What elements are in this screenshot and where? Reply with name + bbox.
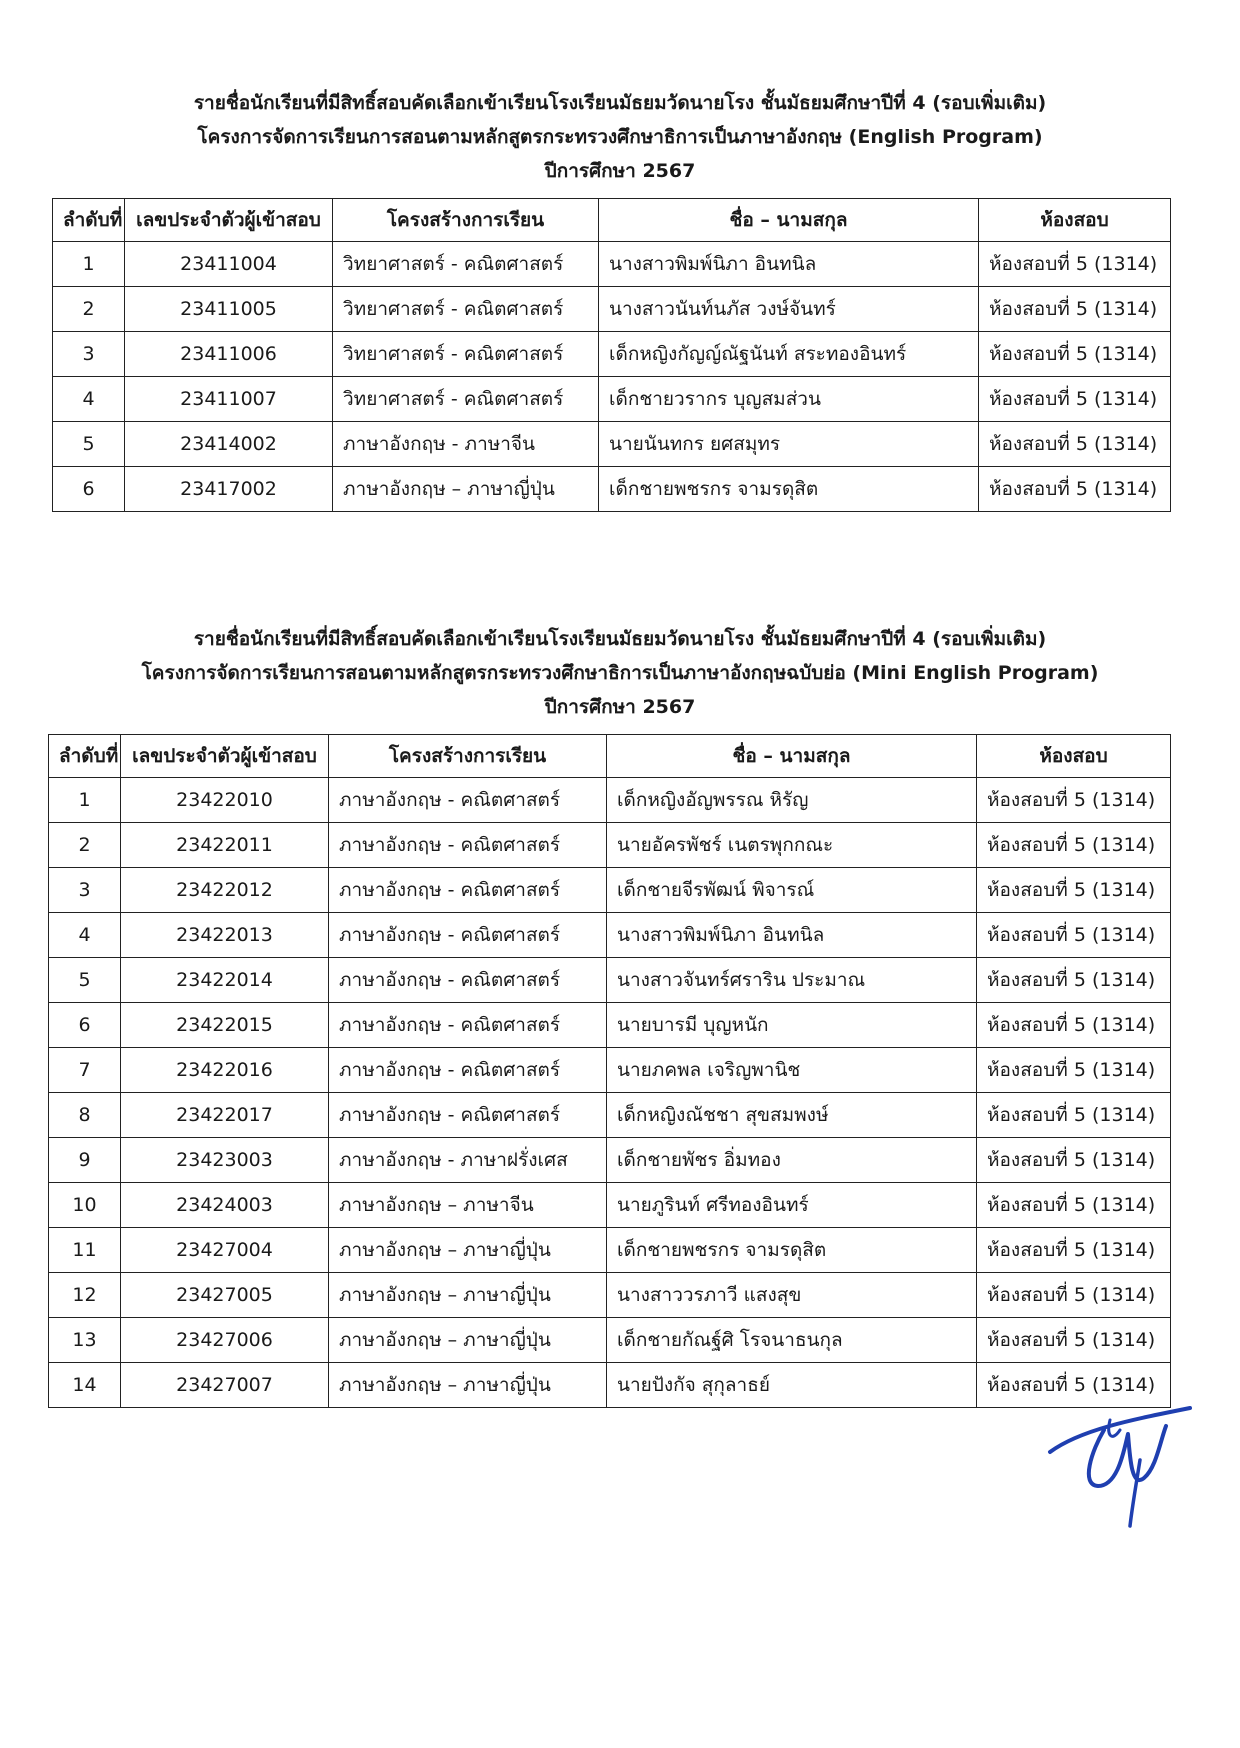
cell-full-name: นายนันทกร ยศสมุทร bbox=[599, 422, 979, 467]
cell-order: 10 bbox=[49, 1183, 121, 1228]
cell-order: 5 bbox=[49, 958, 121, 1003]
cell-exam-room: ห้องสอบที่ 5 (1314) bbox=[977, 913, 1171, 958]
heading-line-3: ปีการศึกษา 2567 bbox=[544, 696, 696, 718]
cell-order: 5 bbox=[53, 422, 125, 467]
cell-order: 8 bbox=[49, 1093, 121, 1138]
table-header-row bbox=[49, 735, 1171, 778]
cell-full-name: เด็กชายพัชร อิ่มทอง bbox=[607, 1138, 977, 1183]
cell-order: 14 bbox=[49, 1363, 121, 1408]
cell-exam-id: 23422016 bbox=[121, 1048, 329, 1093]
cell-exam-id: 23411005 bbox=[125, 287, 333, 332]
cell-full-name: เด็กชายพชรกร จามรดุสิต bbox=[599, 467, 979, 512]
column-header-exam-room: ห้องสอบ bbox=[979, 199, 1171, 242]
cell-full-name: นางสาววรภาวี แสงสุข bbox=[607, 1273, 977, 1318]
cell-exam-id: 23422012 bbox=[121, 868, 329, 913]
handwritten-signature bbox=[1040, 1390, 1200, 1530]
cell-study-track: วิทยาศาสตร์ - คณิตศาสตร์ bbox=[333, 332, 599, 377]
cell-exam-id: 23424003 bbox=[121, 1183, 329, 1228]
cell-exam-id: 23411007 bbox=[125, 377, 333, 422]
cell-full-name: เด็กหญิงกัญญ์ณัฐนันท์ สระทองอินทร์ bbox=[599, 332, 979, 377]
cell-study-track: ภาษาอังกฤษ - คณิตศาสตร์ bbox=[329, 913, 607, 958]
cell-exam-id: 23411004 bbox=[125, 242, 333, 287]
cell-exam-id: 23422010 bbox=[121, 778, 329, 823]
cell-order: 2 bbox=[53, 287, 125, 332]
column-header-full-name: ชื่อ – นามสกุล bbox=[599, 199, 979, 242]
column-header-study-track: โครงสร้างการเรียน bbox=[333, 199, 599, 242]
heading-line-1: รายชื่อนักเรียนที่มีสิทธิ์สอบคัดเลือกเข้าเรียนโรงเรียนมัธยมวัดนายโรง ชั้นมัธยมศึกษาปีที่ 4 (รอบเพิ่มเติม) bbox=[193, 92, 1047, 114]
cell-exam-id: 23422011 bbox=[121, 823, 329, 868]
cell-exam-id: 23411006 bbox=[125, 332, 333, 377]
table-row bbox=[49, 1363, 1171, 1408]
roster-section-english-program bbox=[0, 86, 1240, 188]
table-row bbox=[49, 778, 1171, 823]
cell-order: 6 bbox=[53, 467, 125, 512]
cell-order: 3 bbox=[49, 868, 121, 913]
cell-exam-room: ห้องสอบที่ 5 (1314) bbox=[977, 1228, 1171, 1273]
table-row bbox=[53, 287, 1171, 332]
table-row bbox=[53, 332, 1171, 377]
cell-study-track: ภาษาอังกฤษ – ภาษาจีน bbox=[329, 1183, 607, 1228]
heading-line-3: ปีการศึกษา 2567 bbox=[544, 160, 696, 182]
cell-full-name: นางสาวพิมพ์นิภา อินทนิล bbox=[599, 242, 979, 287]
cell-full-name: เด็กหญิงอัญพรรณ หิรัญ bbox=[607, 778, 977, 823]
cell-exam-room: ห้องสอบที่ 5 (1314) bbox=[977, 1273, 1171, 1318]
cell-full-name: นางสาวนันท์นภัส วงษ์จันทร์ bbox=[599, 287, 979, 332]
cell-full-name: เด็กชายกัณฐ์ศิ โรจนาธนกุล bbox=[607, 1318, 977, 1363]
column-header-full-name: ชื่อ – นามสกุล bbox=[607, 735, 977, 778]
cell-exam-room: ห้องสอบที่ 5 (1314) bbox=[977, 958, 1171, 1003]
cell-study-track: ภาษาอังกฤษ - คณิตศาสตร์ bbox=[329, 868, 607, 913]
cell-full-name: นายภคพล เจริญพานิช bbox=[607, 1048, 977, 1093]
cell-full-name: เด็กชายพชรกร จามรดุสิต bbox=[607, 1228, 977, 1273]
heading-line-2: โครงการจัดการเรียนการสอนตามหลักสูตรกระทรวงศึกษาธิการเป็นภาษาอังกฤษฉบับย่อ (Mini English Program) bbox=[141, 662, 1099, 684]
cell-order: 4 bbox=[49, 913, 121, 958]
table-row bbox=[49, 1228, 1171, 1273]
table-row bbox=[49, 1003, 1171, 1048]
cell-full-name: นายปังกัจ สุกุลาธย์ bbox=[607, 1363, 977, 1408]
column-header-order: ลำดับที่ bbox=[49, 735, 121, 778]
cell-order: 3 bbox=[53, 332, 125, 377]
cell-full-name: นายภูรินท์ ศรีทองอินทร์ bbox=[607, 1183, 977, 1228]
cell-study-track: ภาษาอังกฤษ - คณิตศาสตร์ bbox=[329, 823, 607, 868]
cell-study-track: ภาษาอังกฤษ - คณิตศาสตร์ bbox=[329, 958, 607, 1003]
cell-exam-id: 23414002 bbox=[125, 422, 333, 467]
cell-order: 2 bbox=[49, 823, 121, 868]
cell-study-track: ภาษาอังกฤษ - ภาษาจีน bbox=[333, 422, 599, 467]
heading-line-2: โครงการจัดการเรียนการสอนตามหลักสูตรกระทรวงศึกษาธิการเป็นภาษาอังกฤษ (English Program) bbox=[197, 126, 1043, 148]
cell-exam-room: ห้องสอบที่ 5 (1314) bbox=[977, 823, 1171, 868]
table-row bbox=[49, 868, 1171, 913]
cell-study-track: ภาษาอังกฤษ – ภาษาญี่ปุ่น bbox=[329, 1318, 607, 1363]
cell-exam-room: ห้องสอบที่ 5 (1314) bbox=[979, 422, 1171, 467]
table-row bbox=[53, 242, 1171, 287]
cell-exam-room: ห้องสอบที่ 5 (1314) bbox=[979, 332, 1171, 377]
table-header-row bbox=[53, 199, 1171, 242]
cell-study-track: ภาษาอังกฤษ – ภาษาญี่ปุ่น bbox=[329, 1228, 607, 1273]
cell-order: 4 bbox=[53, 377, 125, 422]
cell-order: 13 bbox=[49, 1318, 121, 1363]
cell-exam-room: ห้องสอบที่ 5 (1314) bbox=[979, 287, 1171, 332]
cell-exam-id: 23422014 bbox=[121, 958, 329, 1003]
cell-study-track: ภาษาอังกฤษ - ภาษาฝรั่งเศส bbox=[329, 1138, 607, 1183]
table-row bbox=[49, 1048, 1171, 1093]
cell-full-name: นางสาวจันทร์ศราริน ประมาณ bbox=[607, 958, 977, 1003]
cell-exam-room: ห้องสอบที่ 5 (1314) bbox=[977, 1093, 1171, 1138]
table-row bbox=[53, 377, 1171, 422]
cell-exam-room: ห้องสอบที่ 5 (1314) bbox=[979, 377, 1171, 422]
cell-exam-room: ห้องสอบที่ 5 (1314) bbox=[977, 1138, 1171, 1183]
cell-exam-id: 23417002 bbox=[125, 467, 333, 512]
cell-exam-id: 23427007 bbox=[121, 1363, 329, 1408]
cell-exam-id: 23427004 bbox=[121, 1228, 329, 1273]
cell-order: 1 bbox=[49, 778, 121, 823]
column-header-exam-id: เลขประจำตัวผู้เข้าสอบ bbox=[125, 199, 333, 242]
column-header-study-track: โครงสร้างการเรียน bbox=[329, 735, 607, 778]
section-heading bbox=[0, 622, 1240, 724]
cell-exam-room: ห้องสอบที่ 5 (1314) bbox=[977, 778, 1171, 823]
cell-order: 11 bbox=[49, 1228, 121, 1273]
table-row bbox=[49, 1273, 1171, 1318]
cell-full-name: นายบารมี บุญหนัก bbox=[607, 1003, 977, 1048]
section-heading bbox=[0, 86, 1240, 188]
cell-exam-room: ห้องสอบที่ 5 (1314) bbox=[977, 868, 1171, 913]
cell-order: 12 bbox=[49, 1273, 121, 1318]
cell-study-track: ภาษาอังกฤษ – ภาษาญี่ปุ่น bbox=[329, 1273, 607, 1318]
column-header-exam-room: ห้องสอบ bbox=[977, 735, 1171, 778]
table-row bbox=[49, 1093, 1171, 1138]
cell-full-name: นายอัครพัชร์ เนตรพุกกณะ bbox=[607, 823, 977, 868]
table-row bbox=[53, 422, 1171, 467]
cell-study-track: วิทยาศาสตร์ - คณิตศาสตร์ bbox=[333, 377, 599, 422]
cell-exam-id: 23423003 bbox=[121, 1138, 329, 1183]
cell-exam-id: 23422015 bbox=[121, 1003, 329, 1048]
cell-study-track: วิทยาศาสตร์ - คณิตศาสตร์ bbox=[333, 242, 599, 287]
roster-table-english-program bbox=[52, 198, 1171, 512]
roster-section-mini-english-program bbox=[0, 622, 1240, 724]
cell-full-name: เด็กชายวรากร บุญสมส่วน bbox=[599, 377, 979, 422]
cell-exam-room: ห้องสอบที่ 5 (1314) bbox=[977, 1048, 1171, 1093]
cell-exam-id: 23422017 bbox=[121, 1093, 329, 1138]
cell-exam-room: ห้องสอบที่ 5 (1314) bbox=[977, 1003, 1171, 1048]
cell-order: 7 bbox=[49, 1048, 121, 1093]
cell-full-name: นางสาวพิมพ์นิภา อินทนิล bbox=[607, 913, 977, 958]
cell-exam-room: ห้องสอบที่ 5 (1314) bbox=[979, 242, 1171, 287]
cell-exam-id: 23427005 bbox=[121, 1273, 329, 1318]
heading-line-1: รายชื่อนักเรียนที่มีสิทธิ์สอบคัดเลือกเข้าเรียนโรงเรียนมัธยมวัดนายโรง ชั้นมัธยมศึกษาปีที่ 4 (รอบเพิ่มเติม) bbox=[193, 628, 1047, 650]
table-row bbox=[53, 467, 1171, 512]
column-header-exam-id: เลขประจำตัวผู้เข้าสอบ bbox=[121, 735, 329, 778]
cell-exam-id: 23422013 bbox=[121, 913, 329, 958]
table-row bbox=[49, 823, 1171, 868]
cell-study-track: ภาษาอังกฤษ – ภาษาญี่ปุ่น bbox=[329, 1363, 607, 1408]
roster-table-mini-english-program bbox=[48, 734, 1171, 1408]
table-row bbox=[49, 1183, 1171, 1228]
table-row bbox=[49, 958, 1171, 1003]
cell-order: 9 bbox=[49, 1138, 121, 1183]
column-header-order: ลำดับที่ bbox=[53, 199, 125, 242]
cell-order: 1 bbox=[53, 242, 125, 287]
cell-exam-room: ห้องสอบที่ 5 (1314) bbox=[977, 1318, 1171, 1363]
cell-exam-room: ห้องสอบที่ 5 (1314) bbox=[977, 1363, 1171, 1408]
cell-full-name: เด็กชายจีรพัฒน์ พิจารณ์ bbox=[607, 868, 977, 913]
cell-study-track: ภาษาอังกฤษ - คณิตศาสตร์ bbox=[329, 1003, 607, 1048]
cell-study-track: ภาษาอังกฤษ - คณิตศาสตร์ bbox=[329, 1093, 607, 1138]
cell-study-track: ภาษาอังกฤษ – ภาษาญี่ปุ่น bbox=[333, 467, 599, 512]
table-row bbox=[49, 1318, 1171, 1363]
cell-study-track: วิทยาศาสตร์ - คณิตศาสตร์ bbox=[333, 287, 599, 332]
cell-exam-room: ห้องสอบที่ 5 (1314) bbox=[977, 1183, 1171, 1228]
cell-full-name: เด็กหญิงณัชชา สุขสมพงษ์ bbox=[607, 1093, 977, 1138]
cell-study-track: ภาษาอังกฤษ - คณิตศาสตร์ bbox=[329, 778, 607, 823]
cell-exam-room: ห้องสอบที่ 5 (1314) bbox=[979, 467, 1171, 512]
cell-study-track: ภาษาอังกฤษ - คณิตศาสตร์ bbox=[329, 1048, 607, 1093]
table-row bbox=[49, 1138, 1171, 1183]
table-row bbox=[49, 913, 1171, 958]
cell-exam-id: 23427006 bbox=[121, 1318, 329, 1363]
cell-order: 6 bbox=[49, 1003, 121, 1048]
